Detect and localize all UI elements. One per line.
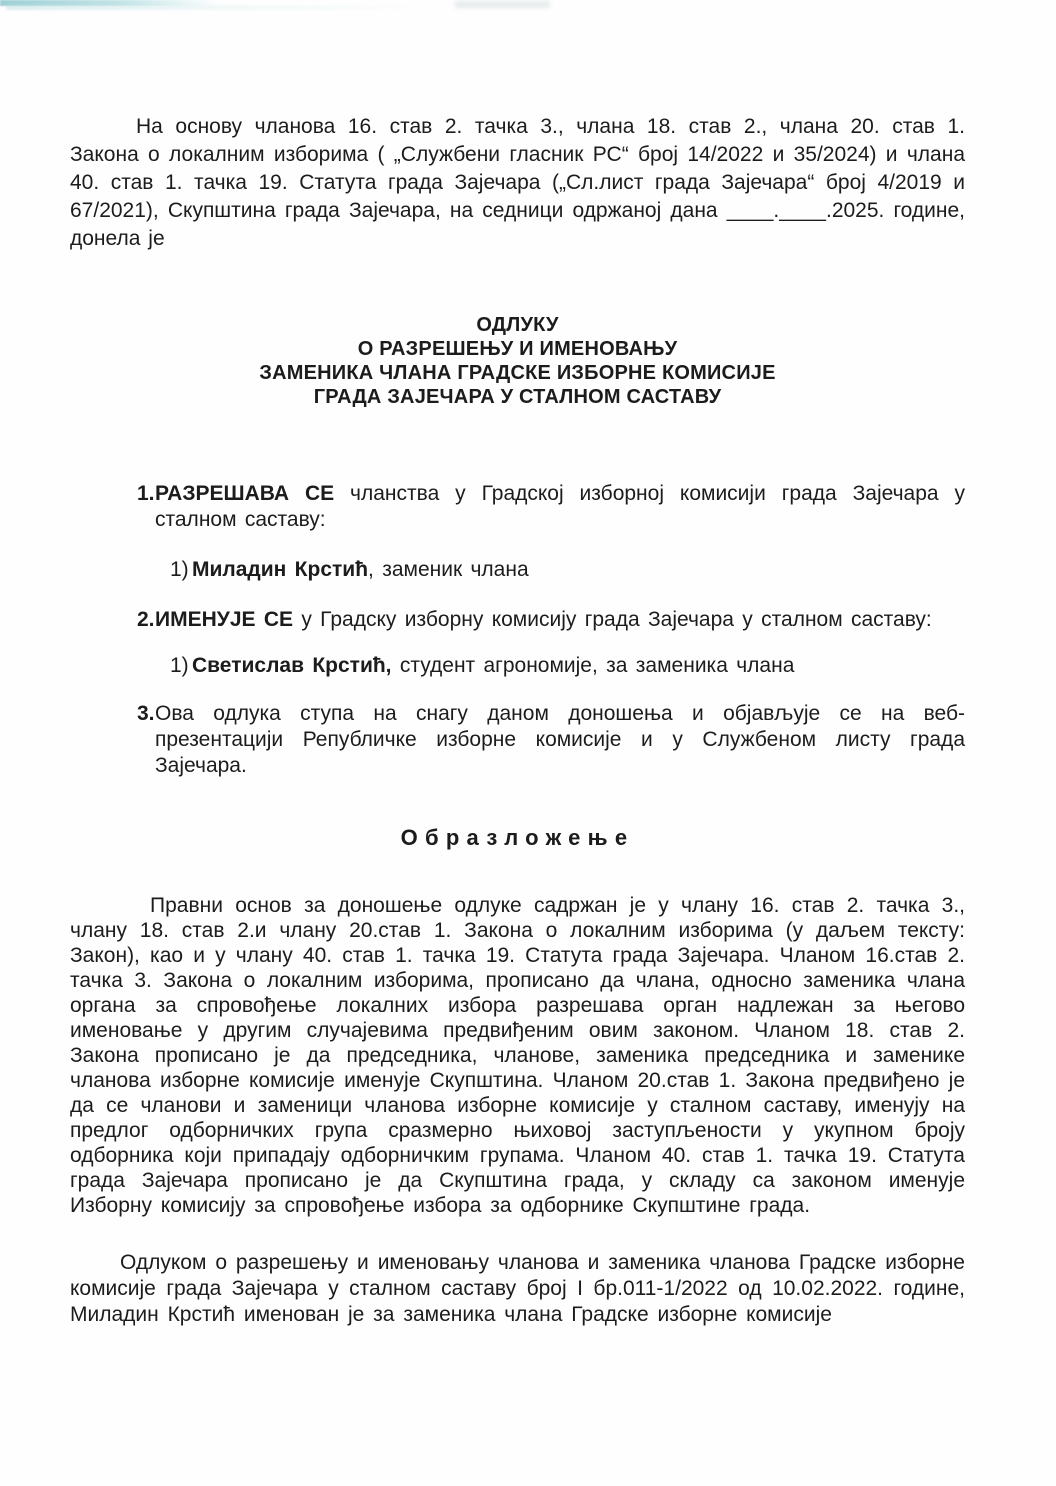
decision-title-line-3: ЗАМЕНИКА ЧЛАНА ГРАДСКЕ ИЗБОРНЕ КОМИСИЈЕ <box>259 362 776 384</box>
person-role: студент агрономије, за заменика члана <box>391 654 795 677</box>
decision-title-line-4: ГРАДА ЗАЈЕЧАРА У СТАЛНОМ САСТАВУ <box>313 386 722 408</box>
legal-basis-paragraph: На основу чланова 16. став 2. тачка 3., члана 18. став 2., члана 20. став 1. Закона о локалним изборима ( „Службени гласник РС“ број 14/2022 и 35/2024) и члана 40. став 1. тачка 19. Статута града Зајечара („Сл.лист града Зајечара“ број 4/2019 и 67/2021), Скупштина града Зајечара, на седници одржаној дана ____.____.2025. године, донела је <box>70 115 965 250</box>
decision-item-2 <box>137 607 965 633</box>
person-name: Светислав Крстић, <box>192 654 392 677</box>
person-role: , заменик члана <box>368 558 529 581</box>
sub-item-text <box>192 557 529 583</box>
decision-item-1-sub-1 <box>170 557 965 583</box>
scan-artifact-strip-faint <box>6 5 446 10</box>
rationale-paragraph: Правни основ за доношење одлуке садржан је у члану 16. став 2. тачка 3., члану 18. став 2.и члану 20.став 1. Закона о локалним изборима (у даљем тексту: Закон), као и у члану 40. став 1. тачка 19. Статута града Зајечара. Чланом 16.став 2. тачка 3. Закона о локалним изборима, прописано да члана, односно заменика члана органа за спровођење локалних избора разрешава орган надлежан за његово именовање у другим случајевима предвиђеним овим законом. Чланом 18. став 2. Закона прописано је да председника, чланове, заменика председника и заменике чланова изборне комисије именује Скупштина. Чланом 20.став 1. Закона предвиђено је да се чланови и заменици чланова изборне комисије у сталном саставу, именују на предлог одборничких група сразмерно њиховој заступљености у укупном броју одборника који припадају одборничким групама. Чланом 40. став 1. тачка 19. Статута града Зајечара прописано је да Скупштина града, у складу са законом именује Изборну комисију за спровођење избора за одборнике Скупштине града. <box>70 894 965 1217</box>
decision-title-line-2: О РАЗРЕШЕЊУ И ИМЕНОВАЊУ <box>357 338 678 360</box>
item-rest-text: у Градску изборну комисију града Зајечара у сталном саставу: <box>293 608 932 631</box>
decision-item-2-sub-1 <box>170 653 965 679</box>
person-name: Миладин Крстић <box>192 558 369 581</box>
item-bold-text: РАЗРЕШАВА СЕ <box>155 482 335 505</box>
decision-item-1 <box>137 481 965 533</box>
sub-item-number: 1) <box>170 558 189 581</box>
item-text <box>155 481 965 533</box>
decision-item-3 <box>137 701 965 779</box>
item-bold-text: ИМЕНУЈЕ СЕ <box>155 608 294 631</box>
item-rest-text: Ова одлука ступа на снагу даном доношења и објављује се на веб-презентацији Републичке изборне комисије и у Службеном листу града Зајечара. <box>155 702 965 777</box>
decision-title <box>70 313 965 409</box>
decision-items-list <box>70 481 965 779</box>
item-number: 2. <box>137 608 155 631</box>
rationale-heading: Образложење <box>400 825 635 850</box>
closing-paragraph: Одлуком о разрешењу и именовању чланова и заменика чланова Градске изборне комисије града Зајечара у сталном саставу број I бр.011-1/2022 од 10.02.2022. године, Миладин Крстић именован је за заменика члана Градске изборне комисије <box>70 1251 965 1326</box>
item-rest-text: чланства у Градској изборној комисији града Зајечара у сталном саставу: <box>155 482 965 531</box>
sub-item-text <box>192 653 794 679</box>
item-number: 1. <box>137 482 155 505</box>
decision-title-line-1: ОДЛУКУ <box>476 314 559 336</box>
item-text <box>155 607 932 633</box>
sub-item-number: 1) <box>170 654 189 677</box>
item-text <box>155 701 965 779</box>
scan-artifact-smudge <box>455 1 550 8</box>
document-content <box>0 113 1056 1328</box>
item-number: 3. <box>137 702 155 725</box>
